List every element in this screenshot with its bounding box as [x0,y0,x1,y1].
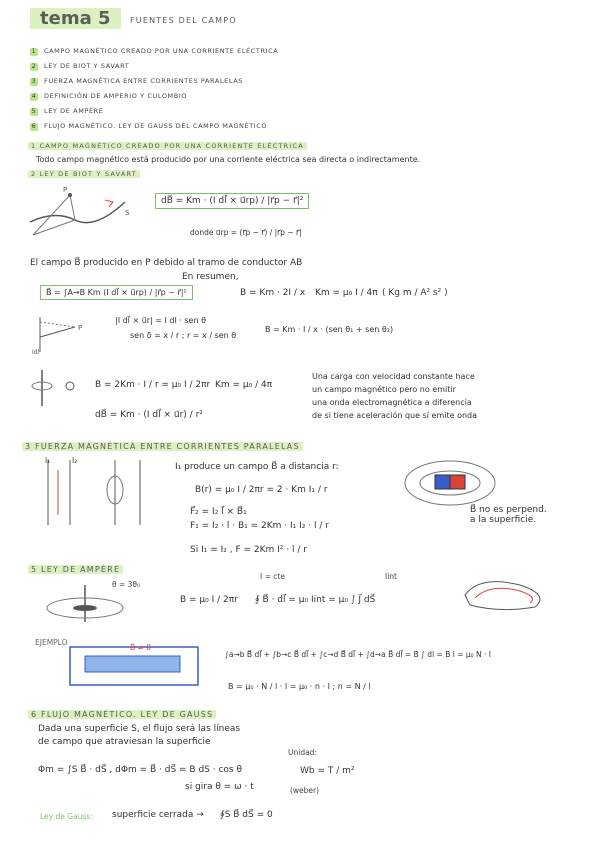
topic-item: 5 LEY DE AMPÈRE [31,107,104,115]
page-subtitle: FUENTES DEL CAMPO [130,16,237,25]
b-label: B ≠ 0 [130,643,151,652]
svg-text:S: S [125,209,130,217]
topic-item: 6 FLUJO MAGNÉTICO. LEY DE GAUSS DEL CAMPO MAGNÉTICO [31,122,268,130]
svg-text:Idl: Idl [32,349,40,356]
const-label: I = cte [260,572,285,581]
wire-diagram [25,180,145,245]
force-eq-4: Si I₁ = I₂ , F = 2Km I² · l / r [190,545,307,555]
gauss-text: superficie cerrada → [112,810,204,820]
topic-list [30,44,278,134]
rotation-eq: si gira θ = ω · t [185,782,254,792]
section-3-heading: 3 FUERZA MAGNÉTICA ENTRE CORRIENTES PARALELAS [22,442,303,451]
flux-text-2: de campo que atraviesan la superficie [38,737,211,747]
solenoid-eq: B = μ₀ · N / l · I = μ₀ · n · I ; n = N / l [228,682,371,691]
ampere-eq: ∮ B⃗ · dl⃗ = μ₀ Iint = μ₀ ∫ J⃗ dS⃗ [255,595,376,605]
ampere-b-eq: B = μ₀ I / 2πr [180,595,238,605]
topic-item: 1 CAMPO MAGNÉTICO CREADO POR UNA CORRIENTE ELÉCTRICA [31,47,279,55]
note-perpendicular: B⃗ no es perpend. a la superficie. [470,505,547,525]
iint-label: Iint [385,572,397,581]
km-def-eq: Km = μ₀ / 4π [215,380,273,390]
thetas-eq: B = Km · I / x · (sen θ₁ + sen θ₂) [265,325,394,334]
svg-text:P: P [63,186,68,194]
km-eq: Km = μ₀ I / 4π [315,288,378,298]
label-i2: I₂ [72,456,78,465]
resumen-eq: B = Km · 2I / x [240,288,306,298]
force-eq-1: B(r) = μ₀ I / 2πr = 2 · Km I₁ / r [195,485,328,495]
section-1-text: Todo campo magnético está producido por una corriente eléctrica sea directa o indirectamente. [36,155,421,164]
gauss-label: Ley de Gauss: [40,812,93,821]
topic-item: 3 FUERZA MAGNÉTICA ENTRE CORRIENTES PARALELAS [31,77,243,85]
flux-eq: Φm = ∫S B⃗ · dS⃗ , dΦm = B⃗ · dS⃗ = B dS · cos θ [38,765,242,775]
force-eq-2: F⃗₂ = I₂ l⃗ × B⃗₁ [190,507,247,517]
section-6-heading: 6 FLUJO MAGNÉTICO. LEY DE GAUSS [28,710,216,719]
km-units: ( Kg m / A² s² ) [382,288,448,298]
resumen-label: En resumen, [182,272,239,282]
ampere-sum-eq: ∫a→b B⃗ dl⃗ + ∫b→c B⃗ dl⃗ + ∫c→d B⃗ dl⃗ + ∫d→a B⃗ dl⃗ = B ∫ dl = B l = μ₀ N · I [225,650,492,659]
section-3-intro: I₁ produce un campo B⃗ a distancia r: [175,462,339,472]
force-eq-3: F₁ = I₂ · l · B₁ = 2Km · I₁ I₂ · l / r [190,521,329,531]
angle-diagram [30,312,90,357]
unidad-label: Unidad: [288,748,317,757]
weber-name: (weber) [290,786,320,795]
section-1-heading: 1 CAMPO MAGNÉTICO CREADO POR UNA CORRIENTE ELÉCTRICA [28,142,307,150]
label-i1: I₁ [45,456,51,465]
integral-eq: B⃗ = ∫A→B Km (I dl⃗ × u⃗rp) / |r⃗p − r⃗|² [40,285,193,300]
flux-text-1: Dada una superficie S, el flujo será las líneas [38,724,241,734]
note-acceleration: Una carga con velocidad constante hace un campo magnético pero no emitir una onda electromagnética a diferencia de si tiene aceleración que sí emite onda [312,372,478,420]
theta-label: θ = 3θ₀ [112,580,141,589]
sen-eq: sen δ = x / r ; r = x / sen θ [130,331,237,340]
parallel-wires-diagram [40,455,160,530]
infinite-wire-eq: B = 2Km · I / r = μ₀ I / 2πr [95,380,211,390]
field-text: El campo B⃗ producido en P debido al tramo de conductor AB [30,258,303,268]
ejemplo-label: EJEMPLO [35,638,68,647]
db-eq: dB⃗ = Km · (I dl⃗ × u⃗r) / r² [95,410,203,420]
svg-text:P: P [78,324,83,332]
infinite-wire-icon [30,368,80,408]
topic-item: 2 LEY DE BIOT Y SAVART [31,62,130,70]
weber-eq: Wb = T / m² [300,766,355,776]
section-5-heading: 5 LEY DE AMPÈRE [28,565,123,574]
page-title: tema 5 [30,8,121,29]
topic-item: 4 DEFINICIÓN DE AMPERIO Y CULOMBIO [31,92,188,100]
cross-product-eq: |I dl⃗ × u⃗r| = I dl · sen θ [115,316,206,325]
unit-vector-eq: donde u⃗rp = (r⃗p − r⃗) / |r⃗p − r⃗| [190,228,302,237]
section-2-heading: 2 LEY DE BIOT Y SAVART [28,170,140,178]
biot-savart-eq: dB⃗ = Km · (I dl⃗ × u⃗rp) / |r⃗p − r⃗|² [155,193,309,209]
toroid-diagram [450,565,560,615]
gauss-eq: ∮S B⃗ dS⃗ = 0 [220,810,273,820]
magnet-field-diagram [400,455,570,510]
